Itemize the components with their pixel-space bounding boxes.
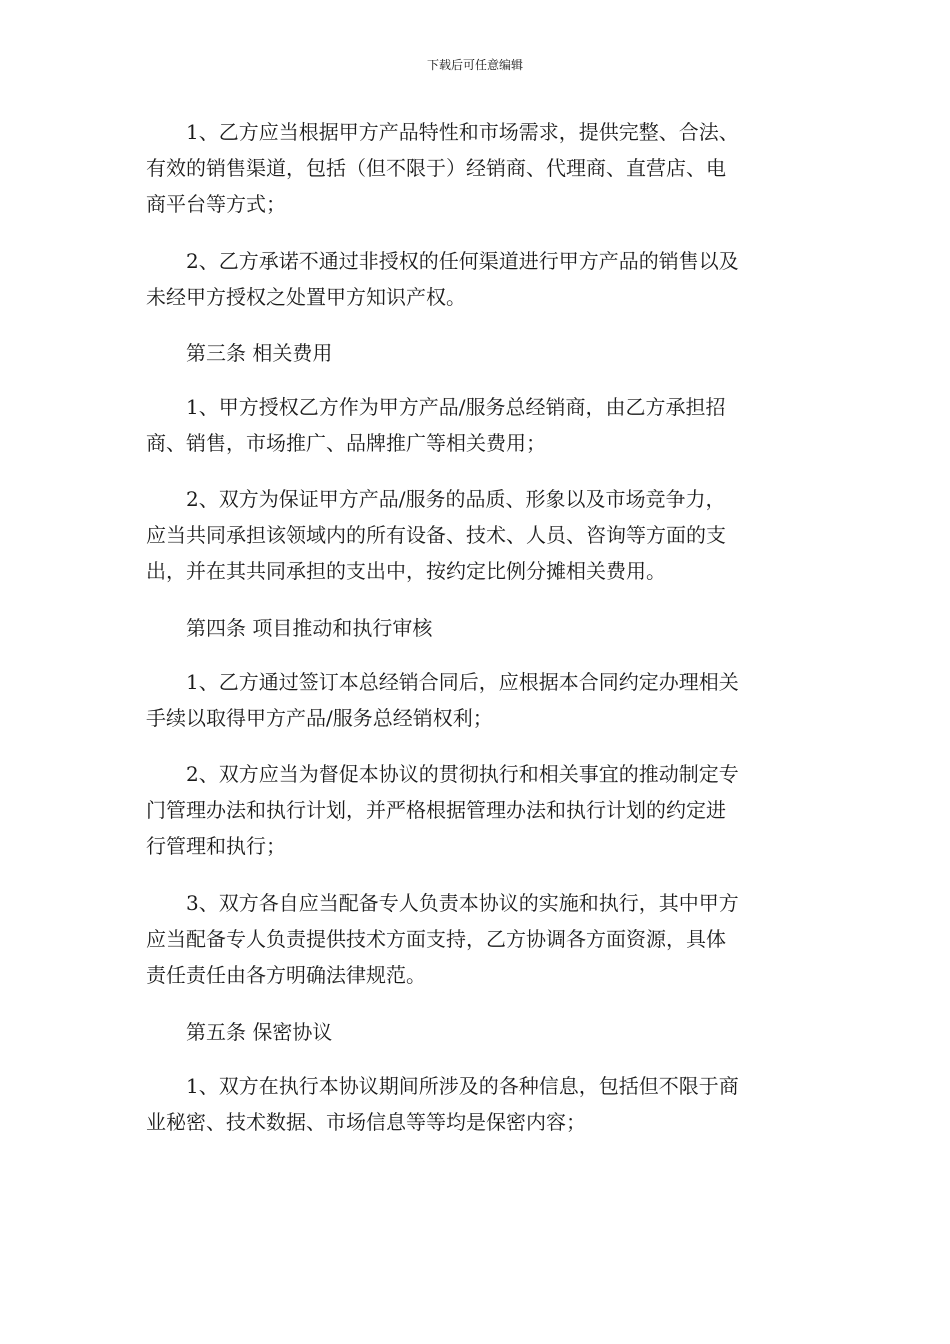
paragraph-line: 未经甲方授权之处置甲方知识产权。 — [146, 285, 466, 309]
paragraph — [146, 481, 806, 589]
paragraph-4-3 — [146, 885, 806, 993]
section-heading-4 — [146, 610, 806, 646]
paragraph-5-1 — [146, 1068, 806, 1140]
section-heading — [146, 610, 806, 646]
heading-line: 第五条 保密协议 — [186, 1020, 333, 1044]
paragraph-line: 手续以取得甲方产品/服务总经销权利； — [146, 706, 493, 730]
paragraph-line: 行管理和执行； — [146, 834, 286, 858]
paragraph — [146, 389, 806, 461]
paragraph-line: 3、双方各自应当配备专人负责本协议的实施和执行，其中甲方 — [186, 891, 739, 915]
heading-line: 第四条 项目推动和执行审核 — [186, 616, 433, 640]
paragraph-line: 1、乙方应当根据甲方产品特性和市场需求，提供完整、合法、 — [186, 120, 739, 144]
paragraph-line: 1、乙方通过签订本总经销合同后，应根据本合同约定办理相关 — [186, 670, 739, 694]
paragraph-line: 1、双方在执行本协议期间所涉及的各种信息，包括但不限于商 — [186, 1074, 739, 1098]
paragraph-3-1 — [146, 389, 806, 461]
paragraph-4-2 — [146, 756, 806, 864]
paragraph-line: 商、销售，市场推广、品牌推广等相关费用； — [146, 431, 546, 455]
paragraph — [146, 1068, 806, 1140]
paragraph-line: 2、乙方承诺不通过非授权的任何渠道进行甲方产品的销售以及 — [186, 249, 739, 273]
section-heading-3 — [146, 335, 806, 371]
paragraph — [146, 756, 806, 864]
paragraph-line: 应当配备专人负责提供技术方面支持，乙方协调各方面资源，具体 — [146, 927, 726, 951]
paragraph-line: 应当共同承担该领域内的所有设备、技术、人员、咨询等方面的支 — [146, 523, 726, 547]
section-heading — [146, 1014, 806, 1050]
page-header-note: 下载后可任意编辑 — [426, 58, 523, 72]
paragraph-line: 有效的销售渠道，包括（但不限于）经销商、代理商、直营店、电 — [146, 156, 726, 180]
section-heading-5 — [146, 1014, 806, 1050]
paragraph-line: 2、双方为保证甲方产品/服务的品质、形象以及市场竞争力， — [186, 487, 726, 511]
paragraph-line: 2、双方应当为督促本协议的贯彻执行和相关事宜的推动制定专 — [186, 762, 739, 786]
paragraph-line: 商平台等方式； — [146, 192, 286, 216]
section-heading — [146, 335, 806, 371]
paragraph-2-1 — [146, 114, 806, 222]
paragraph-2-2 — [146, 243, 806, 315]
paragraph — [146, 664, 806, 736]
paragraph-line: 责任责任由各方明确法律规范。 — [146, 963, 426, 987]
heading-line: 第三条 相关费用 — [186, 341, 333, 365]
paragraph — [146, 885, 806, 993]
paragraph-4-1 — [146, 664, 806, 736]
paragraph-line: 出，并在其共同承担的支出中，按约定比例分摊相关费用。 — [146, 559, 666, 583]
paragraph-line: 门管理办法和执行计划，并严格根据管理办法和执行计划的约定进 — [146, 798, 726, 822]
paragraph-3-2 — [146, 481, 806, 589]
paragraph — [146, 243, 806, 315]
paragraph-line: 1、甲方授权乙方作为甲方产品/服务总经销商，由乙方承担招 — [186, 395, 726, 419]
paragraph-line: 业秘密、技术数据、市场信息等等均是保密内容； — [146, 1110, 586, 1134]
paragraph — [146, 114, 806, 222]
